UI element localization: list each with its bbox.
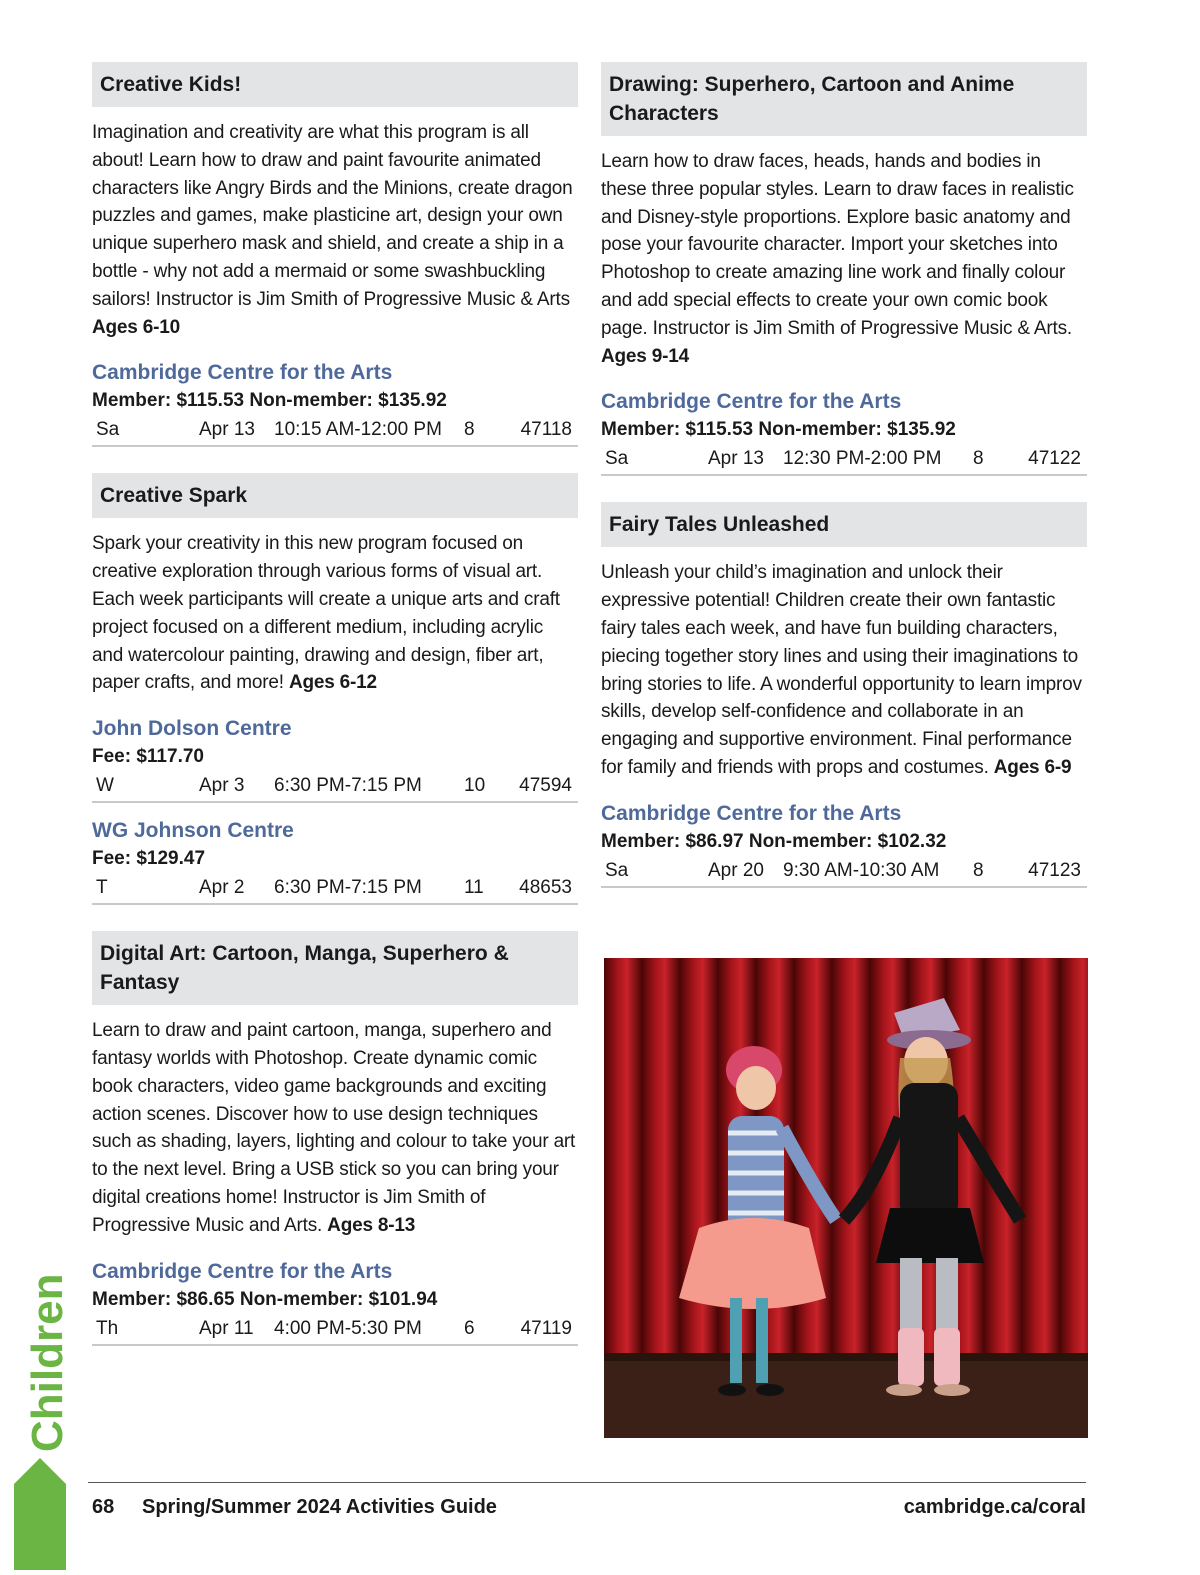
- section-label: Children: [23, 1273, 72, 1452]
- session-count: 6: [464, 1317, 475, 1339]
- location-name[interactable]: John Dolson Centre: [92, 717, 292, 741]
- session-time: 9:30 AM-10:30 AM: [783, 859, 940, 881]
- session-row: [601, 444, 1087, 476]
- fee-line: Member: $86.97 Non-member: $102.32: [601, 830, 947, 852]
- course-code: 47594: [519, 775, 572, 797]
- course-code: 47122: [1028, 448, 1081, 470]
- location-block: [92, 359, 578, 447]
- age-range: Ages 9-14: [601, 345, 689, 367]
- description-text: Spark your creativity in this new program focused on creative exploration through various forms of visual art. Each week participants will create a unique arts and craft project focused on a different medium, including acrylic and watercolour painting, drawing and design, fiber art, paper crafts, and more!: [92, 533, 560, 694]
- session-start-date: Apr 20: [708, 859, 764, 881]
- location-name[interactable]: Cambridge Centre for the Arts: [601, 801, 902, 825]
- program-title: Digital Art: Cartoon, Manga, Superhero & Fantasy: [92, 931, 578, 1005]
- session-start-date: Apr 3: [199, 775, 245, 797]
- session-count: 10: [464, 775, 486, 797]
- course-code: 47118: [520, 419, 572, 441]
- program-section: [92, 931, 578, 1345]
- location-name[interactable]: WG Johnson Centre: [92, 819, 294, 843]
- session-day: W: [96, 775, 114, 797]
- location-name[interactable]: Cambridge Centre for the Arts: [601, 390, 902, 414]
- program-description: [601, 148, 1087, 370]
- session-count: 8: [973, 859, 984, 881]
- location-block: [92, 715, 578, 803]
- page-footer: [92, 1496, 1086, 1519]
- right-column: [601, 62, 1087, 914]
- age-range: Ages 8-13: [327, 1214, 416, 1236]
- location-block: [92, 817, 578, 905]
- course-code: 48653: [519, 877, 572, 899]
- program-description: [92, 1017, 578, 1239]
- session-count: 8: [973, 448, 984, 470]
- program-section: [92, 473, 578, 905]
- program-description: [92, 119, 578, 341]
- left-column: [92, 62, 578, 1372]
- session-row: [92, 873, 578, 905]
- program-title: Drawing: Superhero, Cartoon and Anime Characters: [601, 62, 1087, 136]
- age-range: Ages 6-12: [288, 672, 377, 694]
- stage-photo-illustration: [604, 958, 1088, 1438]
- location-block: [601, 800, 1087, 888]
- course-code: 47123: [1028, 859, 1081, 881]
- program-section: [601, 62, 1087, 476]
- session-day: Sa: [96, 419, 120, 441]
- age-range: Ages 6-9: [993, 756, 1072, 778]
- session-day: Sa: [605, 448, 629, 470]
- program-description: [601, 559, 1087, 781]
- program-section: [601, 502, 1087, 887]
- session-start-date: Apr 2: [199, 877, 245, 899]
- session-count: 11: [464, 877, 484, 899]
- location-block: [601, 388, 1087, 476]
- description-text: Imagination and creativity are what this program is all about! Learn how to draw and paint favourite animated characters like Angry Birds and the Minions, create dragon puzzles and games, make plasticine art, design your own unique superhero mask and shield, and create a ship in a bottle - why not add a mermaid or some swashbuckling sailors! Instructor is Jim Smith of Progressive Music & Arts: [92, 122, 573, 310]
- session-start-date: Apr 13: [708, 448, 764, 470]
- session-row: [92, 771, 578, 803]
- session-start-date: Apr 11: [199, 1317, 254, 1339]
- description-text: Unleash your child’s imagination and unlock their expressive potential! Children create their own fantastic fairy tales each week, and have fun building characters, piecing together story lines and using their imaginations to bring stories to life. A wonderful opportunity to learn improv skills, develop self-confidence and collaborate in an engaging and supportive environment. Final performance for family and friends with props and costumes.: [601, 562, 1082, 778]
- session-day: Th: [96, 1317, 119, 1339]
- description-text: Learn to draw and paint cartoon, manga, superhero and fantasy worlds with Photoshop. Create dynamic comic book characters, video game backgrounds and exciting action scenes. Discover how to use design techniques such as shading, layers, lighting and colour to take your art to the next level. Bring a USB stick so you can bring your digital creations home! Instructor is Jim Smith of Progressive Music and Arts.: [92, 1020, 576, 1236]
- guide-title: Spring/Summer 2024 Activities Guide: [142, 1496, 497, 1518]
- age-range: Ages 6-10: [92, 316, 180, 338]
- session-start-date: Apr 13: [199, 419, 255, 441]
- program-title: Creative Kids!: [92, 62, 578, 107]
- session-time: 6:30 PM-7:15 PM: [274, 877, 422, 899]
- location-name[interactable]: Cambridge Centre for the Arts: [92, 361, 393, 385]
- course-code: 47119: [520, 1317, 572, 1339]
- session-time: 6:30 PM-7:15 PM: [274, 775, 422, 797]
- fee-line: Member: $115.53 Non-member: $135.92: [92, 390, 447, 412]
- fee-line: Fee: $117.70: [92, 746, 204, 768]
- session-time: 4:00 PM-5:30 PM: [274, 1317, 422, 1339]
- fee-line: Member: $115.53 Non-member: $135.92: [601, 419, 956, 441]
- program-section: [92, 62, 578, 447]
- session-row: [601, 856, 1087, 888]
- session-row: [92, 415, 578, 447]
- fee-line: Fee: $129.47: [92, 848, 206, 870]
- location-name[interactable]: Cambridge Centre for the Arts: [92, 1259, 393, 1283]
- program-description: [92, 530, 578, 697]
- session-day: T: [96, 877, 108, 899]
- session-time: 12:30 PM-2:00 PM: [783, 448, 942, 470]
- fee-line: Member: $86.65 Non-member: $101.94: [92, 1288, 438, 1310]
- program-title: Creative Spark: [92, 473, 578, 518]
- page-number: 68: [92, 1496, 115, 1518]
- session-day: Sa: [605, 859, 629, 881]
- footer-divider: [88, 1482, 1086, 1483]
- description-text: Learn how to draw faces, heads, hands and bodies in these three popular styles. Learn to draw faces in realistic and Disney-style proportions. Explore basic anatomy and pose your favourite character. Import your sketches into Photoshop to create amazing line work and finally colour and add special effects to create your own comic book page. Instructor is Jim Smith of Progressive Music & Arts.: [601, 151, 1074, 339]
- session-time: 10:15 AM-12:00 PM: [274, 419, 442, 441]
- program-title: Fairy Tales Unleashed: [601, 502, 1087, 547]
- footer-url[interactable]: cambridge.ca/coral: [903, 1496, 1086, 1518]
- session-row: [92, 1314, 578, 1346]
- location-block: [92, 1258, 578, 1346]
- session-count: 8: [464, 419, 475, 441]
- stage-photo: [604, 958, 1088, 1438]
